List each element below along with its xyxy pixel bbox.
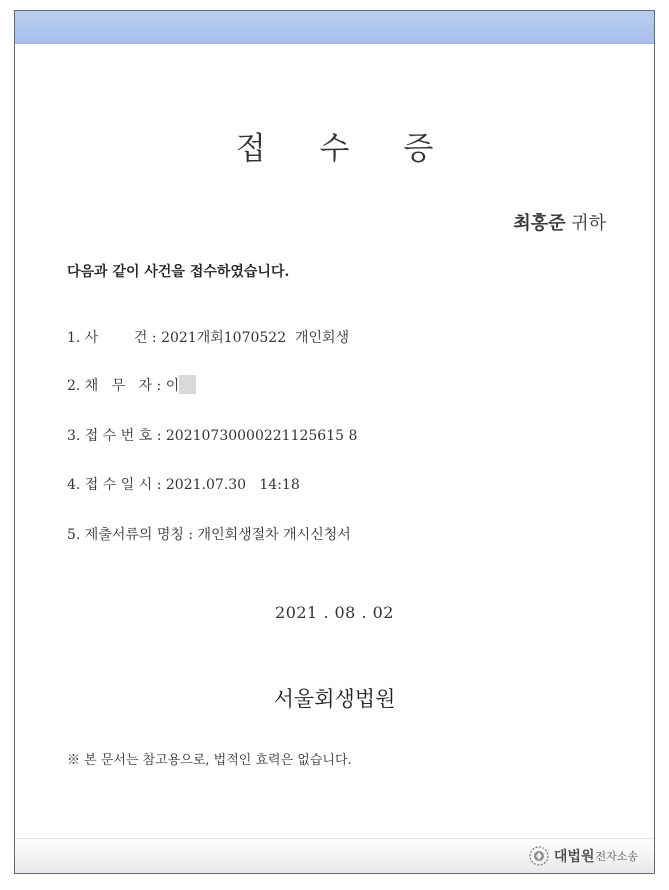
item-value: 2021.07.30 14:18 — [165, 477, 300, 493]
item-value: 이 — [165, 378, 180, 394]
ecourt-logo — [527, 845, 638, 867]
header-bar — [15, 11, 654, 44]
item-label: 3. 접 수 번 호 : — [67, 428, 166, 444]
title-char: 증 — [403, 131, 434, 167]
disclaimer-note: ※ 본 문서는 참고용으로, 법적인 효력은 없습니다. — [67, 753, 352, 768]
supreme-court-emblem-icon — [527, 845, 551, 867]
title-char: 접 — [235, 131, 266, 167]
recipient-suffix: 귀하 — [571, 213, 606, 234]
item-label: 4. 접 수 일 시 : — [67, 477, 166, 493]
title-char: 수 — [319, 131, 350, 167]
footer-bar — [15, 838, 654, 873]
item-document-name — [67, 524, 351, 544]
recipient-name: 최홍준 — [513, 213, 566, 234]
item-label: 2. 채 무 자 : — [67, 378, 166, 394]
redacted-block — [179, 375, 196, 394]
item-value: 20210730000221125615 8 — [165, 428, 358, 444]
item-debtor — [67, 375, 196, 395]
logo-main-text: 대법원 — [553, 849, 595, 865]
item-receipt-number — [67, 425, 357, 445]
item-case — [67, 327, 349, 347]
recipient — [513, 209, 606, 235]
intro-text: 다음과 같이 사건을 접수하였습니다. — [67, 264, 290, 280]
item-receipt-datetime — [67, 474, 300, 494]
item-label: 1. 사 건 : — [67, 330, 162, 346]
receipt-document — [14, 10, 655, 874]
item-value: 2021개회1070522 개인회생 — [161, 330, 350, 346]
logo-sub-text: 전자소송 — [595, 850, 638, 863]
court-name: 서울회생법원 — [273, 687, 396, 711]
item-label: 5. 제출서류의 명칭 : — [67, 527, 198, 543]
issue-date: 2021 . 08 . 02 — [275, 603, 394, 622]
item-value: 개인회생절차 개시신청서 — [197, 527, 351, 543]
document-title — [15, 123, 654, 168]
